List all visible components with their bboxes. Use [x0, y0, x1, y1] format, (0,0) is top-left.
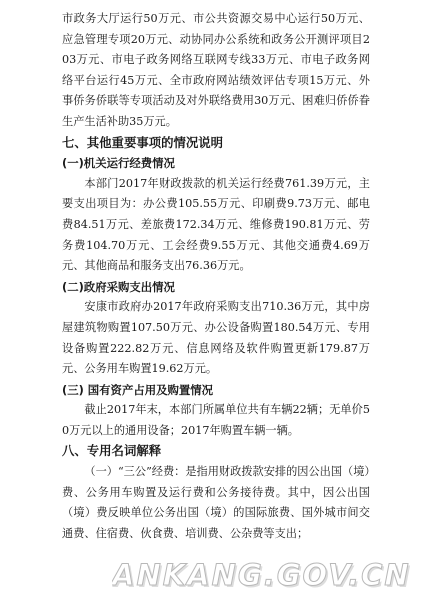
subsection-3-paragraph: 截止2017年末，本部门所属单位共有车辆22辆；无单价50万元以上的通用设备；2017年购置车辆一辆。 — [62, 403, 370, 437]
subsection-2-paragraph: 安康市政府办2017年政府采购支出710.36万元，其中房屋建筑物购置107.50万元、办公设备购置180.54万元、专用设备购置222.82万元、信息网络及软件购置更新179.87万元、公务用车购置19.62万元。 — [62, 300, 370, 376]
document-page — [62, 9, 370, 544]
site-watermark: ANKANG.GOV.CN — [112, 558, 411, 592]
paragraph-continued-expenses: 市政务大厅运行50万元、市公共资源交易中心运行50万元、应急管理专项20万元、动协同办公系统和政务公开测评项目203万元、市电子政务网络互联网专线33万元、市电子政务网络平台运行45万元、全市政府网站绩效评估专项15万元、外事侨务侨联等专项活动及对外联络费用30万元、困难归侨侨眷生产生活补助35万元。 — [62, 12, 370, 128]
subsection-1-heading: (一)机关运行经费情况 — [62, 156, 175, 171]
subsection-1-paragraph: 本部门2017年财政拨款的机关运行经费761.39万元，主要支出项目为：办公费105.55万元、印刷费9.73万元、邮电费84.51万元、差旅费172.34万元、维修费190.81万元、劳务费104.70万元、工会经费9.55万元、其他交通费4.69万元、其他商品和服务支出76.36万元。 — [62, 176, 370, 273]
section-8-heading: 八、专用名词解释 — [62, 443, 162, 459]
term-definition-paragraph: （一）“三公”经费：是指用财政拨款安排的因公出国（境）费、公务用车购置及运行费和公务接待费。其中，因公出国（境）费反映单位公务出国（境）的国际旅费、国外城市间交通费、住宿费、伙食费、培训费、公杂费等支出； — [62, 465, 370, 540]
subsection-2-heading: (二)政府采购支出情况 — [62, 279, 175, 294]
section-7-heading: 七、其他重要事项的情况说明 — [62, 134, 224, 150]
subsection-3-heading: (三) 国有资产占用及购置情况 — [62, 382, 214, 397]
